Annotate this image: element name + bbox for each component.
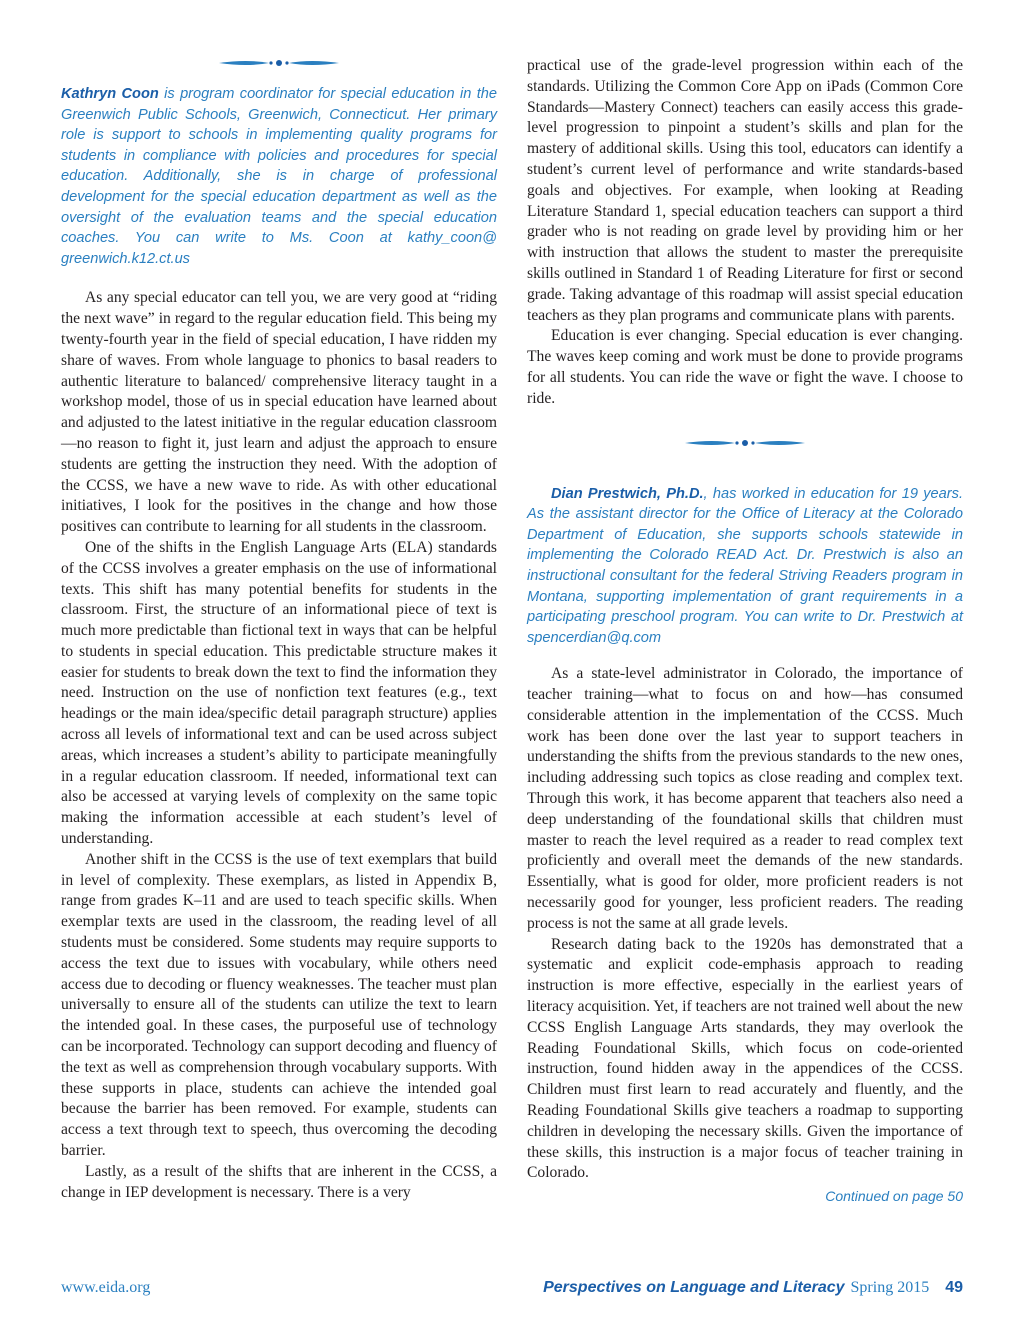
paragraph: Lastly, as a result of the shifts that are inherent in the CCSS, a change in IEP development is necessary. There is a very — [61, 1162, 497, 1201]
page-footer — [61, 1279, 963, 1303]
flourish-divider-icon — [217, 56, 341, 70]
right-column — [527, 56, 963, 1204]
issue-season: Spring 2015 — [850, 1279, 930, 1296]
author-bio-coon — [61, 84, 497, 269]
paragraph: Research dating back to the 1920s has demonstrated that a systematic and explicit code-emphasis approach to reading instruction is more effective, especially in the earliest years of literacy acquisition. Yet, if teachers are not trained well about the new CCSS English Language Arts standards, they may overlook the Reading Foundational Skills, which focus on code-oriented instruction, found hidden away in the appendices of the CCSS. Children must first learn to read accurately and fluently, and the Reading Foundational Skills give teachers a roadmap to supporting children in developing the necessary skills. Given the importance of these skills, this instruction is a major focus of teacher training in Colorado. — [527, 935, 963, 1182]
paragraph: Another shift in the CCSS is the use of text exemplars that build in level of complexity. These exemplars, as listed in Appendix B, range from grades K–11 and are used to teach specific skills. When exemplar texts are used in the classroom, the reading level of all students must be considered. Some students may require supports to access the text due to issues with vocabulary, while others need access due to decoding or fluency weaknesses. The teacher must plan universally to ensure all of the students can utilize the text to learn the intended goal. In these cases, the purposeful use of technology can be incorporated. Technology can support decoding and fluency of the text as well as comprehension through vocabulary supports. With these supports in place, students can achieve the intended goal because the barrier has been removed. For example, students can access a text through text to speech, thus overcoming the decoding barrier. — [61, 850, 497, 1160]
page-number: 49 — [945, 1279, 963, 1296]
author-name: Dian Prestwich, Ph.D. — [551, 485, 704, 502]
author-bio-prestwich — [527, 484, 963, 649]
website-link[interactable]: www.eida.org — [61, 1279, 151, 1296]
author-bio-text: is program coordinator for special education in the Greenwich Public Schools, Greenwich, Connecticut. Her primary role is support to schools in implementing quality programs for students in compliance with policies and procedures for special education. Additionally, she is in charge of professional development for the special education department as well as the oversight of the evaluation teams and the special education coaches. You can write to Ms. Coon at kathy_coon@ greenwich.k12.ct.us — [61, 86, 497, 267]
footer-right — [543, 1279, 963, 1297]
flourish-divider-icon — [683, 436, 807, 450]
paragraph: One of the shifts in the English Language Arts (ELA) standards of the CCSS involves a greater emphasis on the use of informational texts. This shift has many potential benefits for students in the classroom. First, the structure of an informational piece of text is much more predictable than fictional text in ways that can be helpful to students in special education. This predictable structure makes it easier for students to break down the text to find the information they need. Instruction on the use of nonfiction text features (e.g., text headings or the main idea/specific detail paragraph structure) applies across all levels of informational text and can be used across subject areas, which increases a student’s ability to participate meaningfully in a regular education classroom. If needed, informational text can also be accessed at varying levels of complexity on the same topic making the information accessible at each student’s level of understanding. — [61, 538, 497, 848]
paragraph: Education is ever changing. Special education is ever changing. The waves keep coming and work must be done to provide programs for all students. You can ride the wave or fight the wave. I choose to ride. — [527, 327, 963, 407]
paragraph: As any special educator can tell you, we are very good at “riding the next wave” in regard to the regular education field. This being my twenty-fourth year in the field of special education, I have ridden my share of waves. From whole language to phonics to basal readers to authentic literature to balanced/ comprehensive literacy taught in a workshop model, those of us in special education have learned about and adjusted to the latest initiative in the regular education classroom—no reason to fight it, just learn and adjust the approach to ensure students are getting the instruction they need. With the adoption of the CCSS, we have a new wave to ride. As with other educational initiatives, I look for the positives in the change and how those positives can contribute to learning for all students in the classroom. — [61, 289, 497, 536]
author-bio-text: , has worked in education for 19 years. As the assistant director for the Office of Literacy at the Colorado Department of Education, she supports schools statewide in implementing the Colorado READ Act. Dr. Prestwich is also an instructional consultant for the federal Striving Readers program in Montana, supporting implementation of grant requirements in a participating preschool program. You can write to Dr. Prestwich at spencerdian@q.com — [527, 485, 963, 646]
paragraph: practical use of the grade-level progression within each of the standards. Utilizing the Common Core App on iPads (Common Core Standards—Mastery Connect) teachers can easily access this grade-level progression to pinpoint a student’s skills and plan for the mastery of additional skills. Using this tool, educators can identify a student’s current level of performance and write standards-based goals and objectives. For example, when looking at Reading Literature Standard 1, special education teachers can support a third grader who is not reading on grade level by providing him or her with instruction that allows the student to master the prerequisite skills outlined in Standard 1 of Reading Literature for first or second grade. Taking advantage of this roadmap will assist special education teachers as they plan programs and communicate plans with parents. — [527, 57, 963, 324]
left-column — [61, 56, 497, 1203]
continued-note[interactable]: Continued on page 50 — [825, 1188, 963, 1205]
author-name: Kathryn Coon — [61, 86, 159, 102]
journal-title: Perspectives on Language and Literacy — [543, 1279, 845, 1296]
paragraph: As a state-level administrator in Colorado, the importance of teacher training—what to focus on and how—has consumed considerable attention in the implementation of the CCSS. Much work has been done over the last year to support teachers in understanding the shifts from the previous standards to the new ones, including addressing such topics as close reading and complex text. Through this work, it has become apparent that teachers also need a deep understanding of the foundational skills that children must master to reach the level required as a reader to read complex text proficiently and overall meet the demands of the new standards. Essentially, what is good for older, more proficient readers is not necessarily good for younger, less proficient readers. The reading process is not the same at all grade levels. — [527, 665, 963, 932]
